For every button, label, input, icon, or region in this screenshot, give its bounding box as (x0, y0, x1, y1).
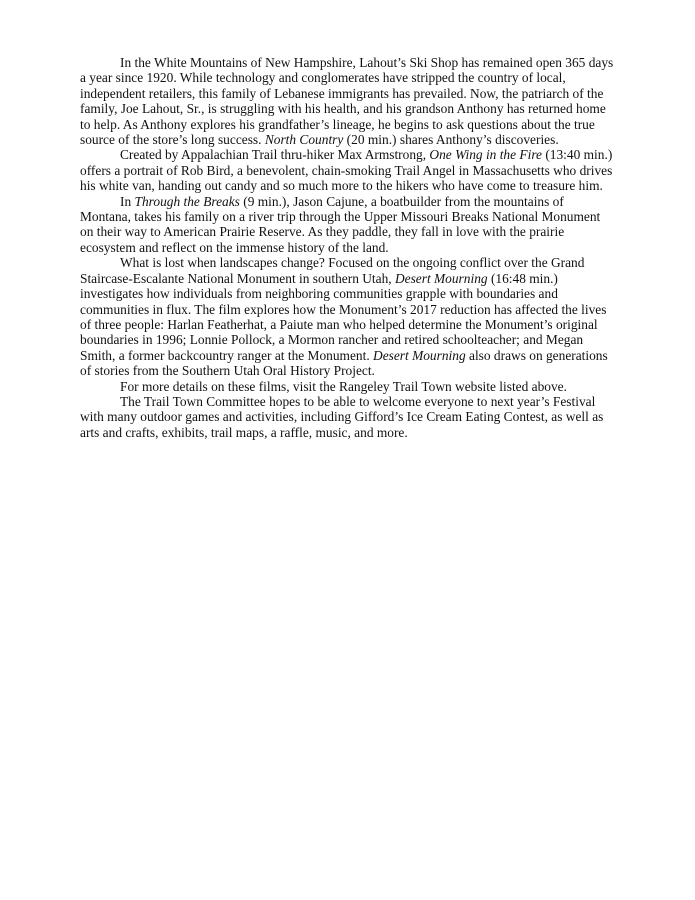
text-run: (9 min.), Jason Cajune, a boatbuilder from the mountains of Montana, takes his family on a river trip through the Upper Missouri Breaks National Monument on their way to American Prairie Reserve. As they paddle, they fall in love with the prairie ecosystem and reflect on the immense history of the land. (80, 193, 601, 255)
film-title: Desert Mourning (373, 347, 466, 363)
paragraph-more-details (80, 379, 615, 394)
paragraph-north-country (80, 55, 615, 147)
paragraph-through-the-breaks (80, 194, 615, 256)
film-title: Desert Mourning (394, 270, 488, 286)
text-run: (16:48 min.) investigates how individuals from neighboring communities grapple with boundaries and communities in flux. The film explores how the Monument’s 2017 reduction has affected the lives of three people: Harlan Featherhat, a Paiute man who helped determine the Monument’s original boundaries in 1996; Lonnie Pollock, a Mormon rancher and retired schoolteacher; and Megan Smith, a former backcountry ranger at the Monument. (80, 270, 607, 363)
text-run: In (120, 193, 135, 209)
film-title: North Country (264, 132, 344, 148)
text-run: also draws on generations of stories from the Southern Utah Oral History Project. (80, 347, 608, 379)
text-run: Created by Appalachian Trail thru-hiker Max Armstrong, (120, 147, 430, 163)
text-run: In the White Mountains of New Hampshire, Lahout’s Ski Shop has remained open 365 days a year since 1920. While technology and conglomerates have stripped the country of local, independent retailers, this family of Lebanese immigrants has prevailed. Now, the patriarch of the family, Joe Lahout, Sr., is struggling with his health, and his grandson Anthony has returned home to help. As Anthony explores his grandfather’s lineage, he begins to ask questions about the true source of the store’s long success. (80, 55, 614, 148)
paragraph-one-wing-in-the-fire (80, 147, 615, 193)
text-run: (13:40 min.) offers a portrait of Rob Bird, a benevolent, chain-smoking Trail Angel in Massachusetts who drives his white van, handing out candy and so much more to the hikers who have come to treasure him. (80, 147, 613, 194)
paragraph-trail-town-committee (80, 394, 615, 440)
document-page (80, 55, 615, 440)
text-run: For more details on these films, visit the Rangeley Trail Town website listed above. (120, 378, 567, 394)
film-title: Through the Breaks (134, 193, 240, 209)
film-title: One Wing in the Fire (429, 147, 542, 163)
text-run: The Trail Town Committee hopes to be able to welcome everyone to next year’s Festival with many outdoor games and activities, including Gifford’s Ice Cream Eating Contest, as well as arts and crafts, exhibits, trail maps, a raffle, music, and more. (80, 393, 604, 440)
text-run: (20 min.) shares Anthony’s discoveries. (343, 132, 559, 148)
text-run: What is lost when landscapes change? Focused on the ongoing conflict over the Grand Staircase-Escalante National Monument in southern Utah, (80, 255, 585, 286)
paragraph-desert-mourning (80, 255, 615, 378)
